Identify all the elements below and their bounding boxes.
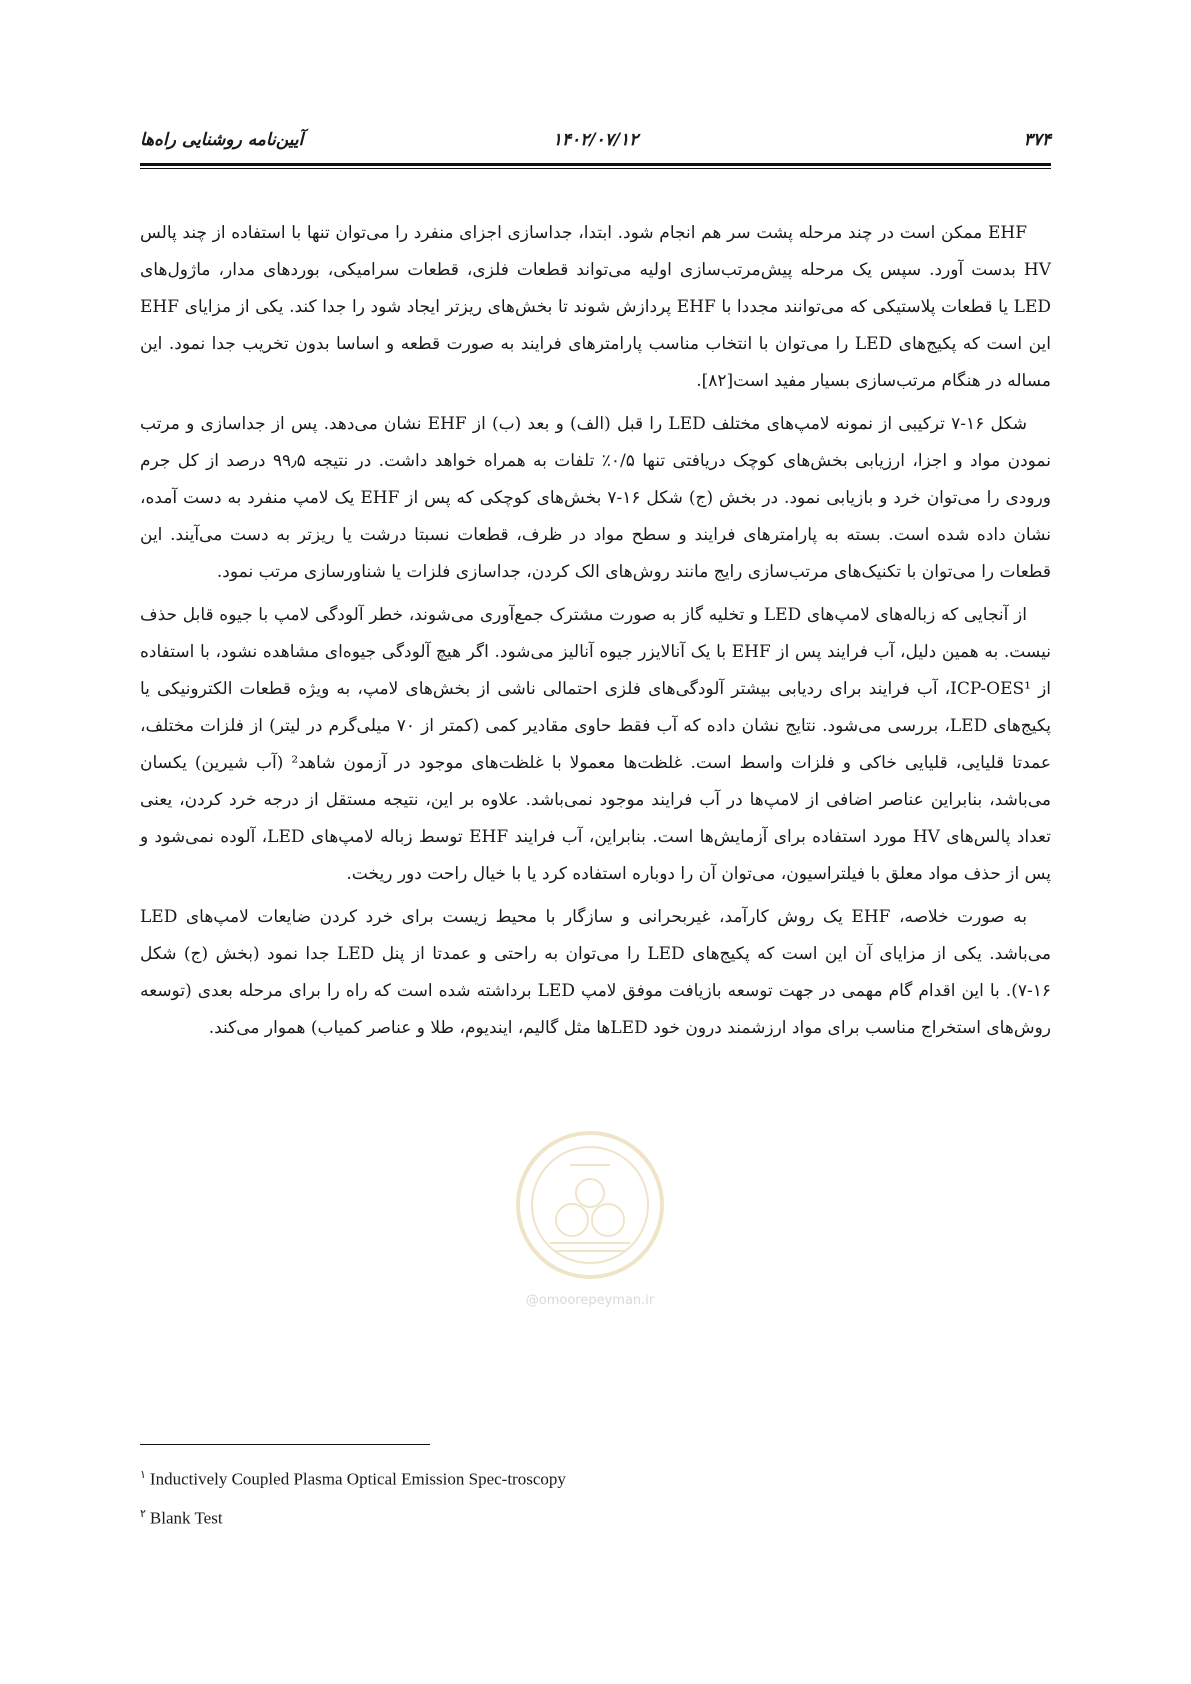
watermark [510,1125,670,1315]
header-rule [140,163,1051,166]
page-header [140,128,1051,162]
seal-logo-icon [510,1125,670,1290]
header-title: آیین‌نامه روشنایی راه‌ها [140,130,304,150]
footnote-text: Blank Test [149,1508,223,1528]
page-number: ۳۷۴ [1023,130,1051,150]
footnote-rule [140,1444,430,1445]
footnote-mark: ۲ [140,1507,146,1520]
paragraph: به صورت خلاصه، EHF یک روش کارآمد، غیربحرانی و سازگار با محیط زیست برای خرد کردن ضایعات لامپ‌های LED می‌باشد. یکی از مزایای آن این است که پکیج‌های LED را می‌توان به راحتی و عمدتا از پنل LED جدا نمود (بخش (ج) شکل ۱۶-۷). با این اقدام گام مهمی در جهت توسعه بازیافت موفق لامپ LED برداشته شده است که راه را برای مرحله بعدی (توسعه روش‌های استخراج مناسب برای مواد ارزشمند درون خود LEDها مثل گالیم، ایندیوم، طلا و عناصر کمیاب) هموار می‌کند. [140,907,1052,1038]
watermark-text: @omoorepeyman.ir [525,1293,655,1308]
paragraph: شکل ۱۶-۷ ترکیبی از نمونه لامپ‌های مختلف LED را قبل (الف) و بعد (ب) از EHF نشان می‌دهد. پس از جداسازی و مرتب نمودن مواد و اجزا، ارزیابی بخش‌های کوچک دریافتی تنها ۰/۵٪ تلفات به همراه خواهد داشت. در نتیجه ۹۹٫۵ درصد از کل جرم ورودی را می‌توان خرد و بازیابی نمود. در بخش (ج) شکل ۱۶-۷ بخش‌های کوچکی که پس از EHF یک لامپ منفرد به دست آمده، نشان داده شده است. بسته به پارامترهای فرایند و سطح مواد در ظرف، قطعات نسبتا درشت یا ریزتر به دست می‌آیند. این قطعات را می‌توان با تکنیک‌های مرتب‌سازی رایج مانند روش‌های الک کردن، جداسازی فلزات یا شناورسازی مرتب نمود. [140,414,1052,582]
footnote [140,1458,566,1497]
paragraph: EHF ممکن است در چند مرحله پشت سر هم انجام شود. ابتدا، جداسازی اجزای منفرد را می‌توان تنها با استفاده از چند پالس HV بدست آورد. سپس یک مرحله پیش‌مرتب‌سازی اولیه می‌تواند قطعات فلزی، قطعات سرامیکی، بوردهای مدار، ماژول‌های LED یا قطعات پلاستیکی که می‌توانند مجددا با EHF پردازش شوند تا بخش‌های ریزتر ایجاد شود را جدا کند. یکی از مزایای EHF این است که پکیج‌های LED را می‌توان با انتخاب مناسب پارامترهای فرایند به صورت قطعه و اساسا بدون تخریب جدا نمود. این مساله در هنگام مرتب‌سازی بسیار مفید است[۸۲]. [140,223,1052,391]
footnote-text: Inductively Coupled Plasma Optical Emission Spec-troscopy [149,1469,566,1489]
footnotes [140,1458,566,1535]
header-date: ۱۴۰۲/۰۷/۱۲ [552,130,639,150]
footnote [140,1497,566,1536]
header-rule-thin [140,168,1051,169]
footnote-mark: ۱ [140,1469,146,1481]
body-text [140,215,1051,1053]
paragraph: از آنجایی که زباله‌های لامپ‌های LED و تخلیه گاز به صورت مشترک جمع‌آوری می‌شوند، خطر آلودگی لامپ با جیوه قابل حذف نیست. به همین دلیل، آب فرایند پس از EHF با یک آنالایزر جیوه آنالیز می‌شود. اگر هیچ آلودگی جیوه‌ای مشاهده نشود، با استفاده از ICP-OES¹، آب فرایند برای ردیابی بیشتر آلودگی‌های فلزی احتمالی ناشی از بخش‌های لامپ، به ویژه قطعات الکترونیکی یا پکیج‌های LED، بررسی می‌شود. نتایج نشان داده که آب فقط حاوی مقادیر کمی (کمتر از ۷۰ میلی‌گرم در لیتر) از فلزات مختلف، عمدتا قلیایی، قلیایی خاکی و فلزات واسط است. غلظت‌ها معمولا با غلظت‌های موجود در آزمون شاهد² (آب شیرین) یکسان می‌باشد، بنابراین عناصر اضافی از لامپ‌ها در آب فرایند موجود نمی‌باشد. علاوه بر این، نتیجه مستقل از درجه خرد کردن، یعنی تعداد پالس‌های HV مورد استفاده برای آزمایش‌ها است. بنابراین، آب فرایند EHF توسط زباله لامپ‌های LED، آلوده نمی‌شود و پس از حذف مواد معلق با فیلتراسیون، می‌توان آن را دوباره استفاده کرد یا با خیال راحت دور ریخت. [140,605,1052,884]
